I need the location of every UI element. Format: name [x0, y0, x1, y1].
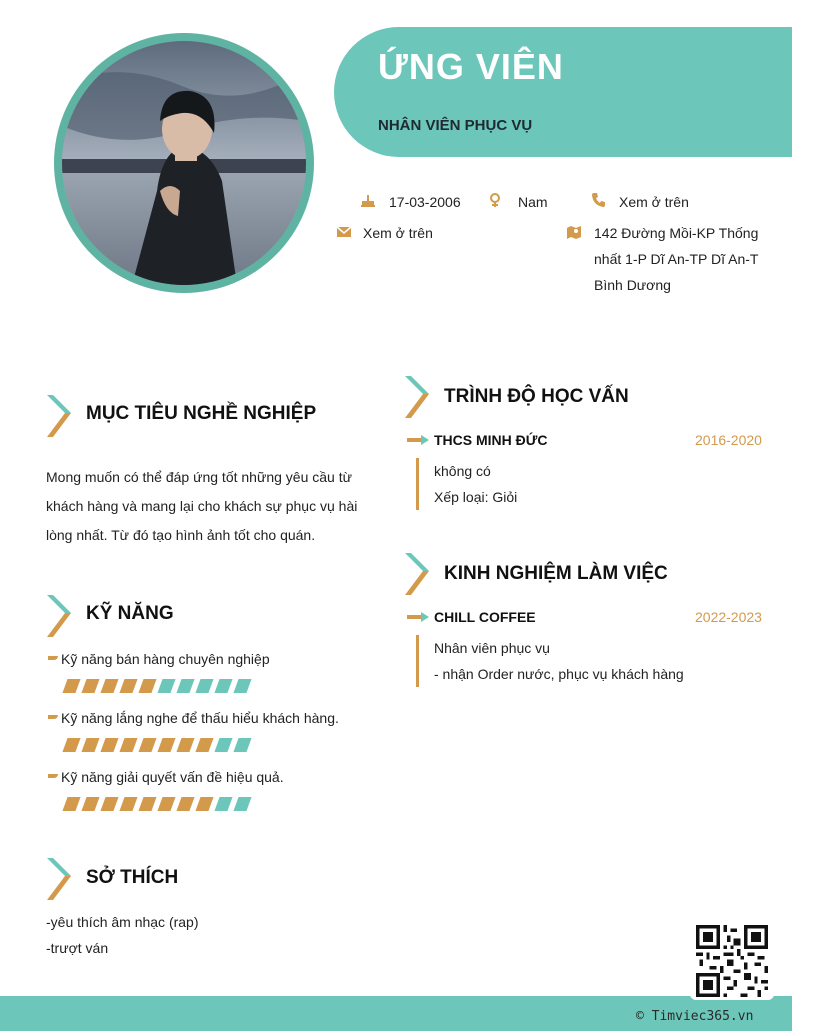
experience-details: [434, 635, 684, 687]
chevron-icon: [405, 376, 431, 418]
education-years: 2016-2020: [695, 432, 762, 448]
skill-bar: [65, 738, 249, 752]
skill-segment: [138, 738, 156, 752]
skill-bullet: [48, 774, 58, 778]
skill-segment: [214, 738, 232, 752]
skill-segment: [195, 797, 213, 811]
address-line: nhất 1-P Dĩ An-TP Dĩ An-T: [594, 251, 759, 267]
objective-text: [46, 463, 366, 550]
birthday-text: 17-03-2006: [389, 194, 461, 210]
skill-segment: [100, 797, 118, 811]
education-title: TRÌNH ĐỘ HỌC VẤN: [444, 386, 629, 407]
skill-segment: [119, 738, 137, 752]
address-text: [594, 220, 758, 298]
skill-segment: [176, 738, 194, 752]
skill-segment: [214, 797, 232, 811]
skill-segment: [81, 738, 99, 752]
skill-segment: [176, 679, 194, 693]
qr-code-icon[interactable]: [696, 925, 768, 997]
education-school: THCS MINH ĐỨC: [434, 432, 548, 448]
skill-segment: [233, 738, 251, 752]
skill-label: Kỹ năng giải quyết vấn đề hiệu quả.: [61, 769, 284, 785]
skill-segment: [195, 679, 213, 693]
skills-title: KỸ NĂNG: [86, 603, 174, 624]
skill-bar: [65, 679, 249, 693]
education-detail: Xếp loại: Giỏi: [434, 489, 518, 505]
arrow-icon: [407, 435, 429, 445]
address-line: 142 Đường Mồi-KP Thống: [594, 225, 759, 241]
skill-segment: [233, 679, 251, 693]
gender-text: Nam: [518, 194, 548, 210]
hobbies-title: SỞ THÍCH: [86, 867, 179, 888]
education-detail: không có: [434, 463, 491, 479]
address-line: Bình Dương: [594, 277, 671, 293]
chevron-icon: [47, 858, 73, 900]
experience-detail: - nhận Order nước, phục vụ khách hàng: [434, 666, 684, 682]
footer-credit: © Timviec365.vn: [636, 1009, 754, 1024]
skill-segment: [233, 797, 251, 811]
experience-title: KINH NGHIỆM LÀM VIỆC: [444, 563, 668, 584]
objective-line: Mong muốn có thể đáp ứng tốt những yêu cầu từ: [46, 469, 352, 485]
objective-title: MỤC TIÊU NGHỀ NGHIỆP: [86, 403, 317, 424]
experience-detail: Nhân viên phục vụ: [434, 640, 550, 656]
skill-segment: [62, 797, 80, 811]
email-text: Xem ở trên: [363, 225, 433, 241]
objective-line: khách hàng và mang lại cho khách sự phục vụ hài: [46, 498, 358, 514]
skill-segment: [62, 679, 80, 693]
skill-segment: [119, 797, 137, 811]
hobby-item: -trượt ván: [46, 940, 109, 956]
chevron-icon: [405, 553, 431, 595]
skill-bullet: [48, 656, 58, 660]
skill-bullet: [48, 715, 58, 719]
objective-line: lòng nhất. Từ đó tạo hình ảnh tốt cho quán.: [46, 527, 316, 543]
skill-segment: [157, 679, 175, 693]
skill-segment: [119, 679, 137, 693]
map-icon: [566, 224, 582, 240]
skill-segment: [157, 797, 175, 811]
skill-segment: [138, 679, 156, 693]
skill-segment: [157, 738, 175, 752]
phone-icon: [591, 192, 607, 208]
experience-years: 2022-2023: [695, 609, 762, 625]
avatar: [62, 41, 306, 285]
skill-segment: [81, 797, 99, 811]
skill-segment: [214, 679, 232, 693]
chevron-icon: [47, 395, 73, 437]
skill-segment: [176, 797, 194, 811]
skill-label: Kỹ năng lắng nghe để thấu hiểu khách hàng.: [61, 710, 339, 726]
desired-position: NHÂN VIÊN PHỤC VỤ: [378, 117, 533, 134]
education-line: [416, 458, 419, 510]
skill-label: Kỹ năng bán hàng chuyên nghiệp: [61, 651, 270, 667]
chevron-icon: [47, 595, 73, 637]
skill-bar: [65, 797, 249, 811]
hobby-list: [46, 909, 199, 961]
skill-segment: [100, 679, 118, 693]
experience-line: [416, 635, 419, 687]
skill-segment: [62, 738, 80, 752]
arrow-icon: [407, 612, 429, 622]
experience-company: CHILL COFFEE: [434, 609, 536, 625]
skill-segment: [195, 738, 213, 752]
gender-icon: [488, 192, 504, 208]
hobby-item: -yêu thích âm nhạc (rap): [46, 914, 199, 930]
phone-text: Xem ở trên: [619, 194, 689, 210]
candidate-name: ỨNG VIÊN: [378, 46, 564, 87]
cake-icon: [360, 192, 376, 208]
education-details: [434, 458, 517, 510]
mail-icon: [336, 224, 352, 240]
skill-segment: [138, 797, 156, 811]
skill-segment: [100, 738, 118, 752]
skill-segment: [81, 679, 99, 693]
